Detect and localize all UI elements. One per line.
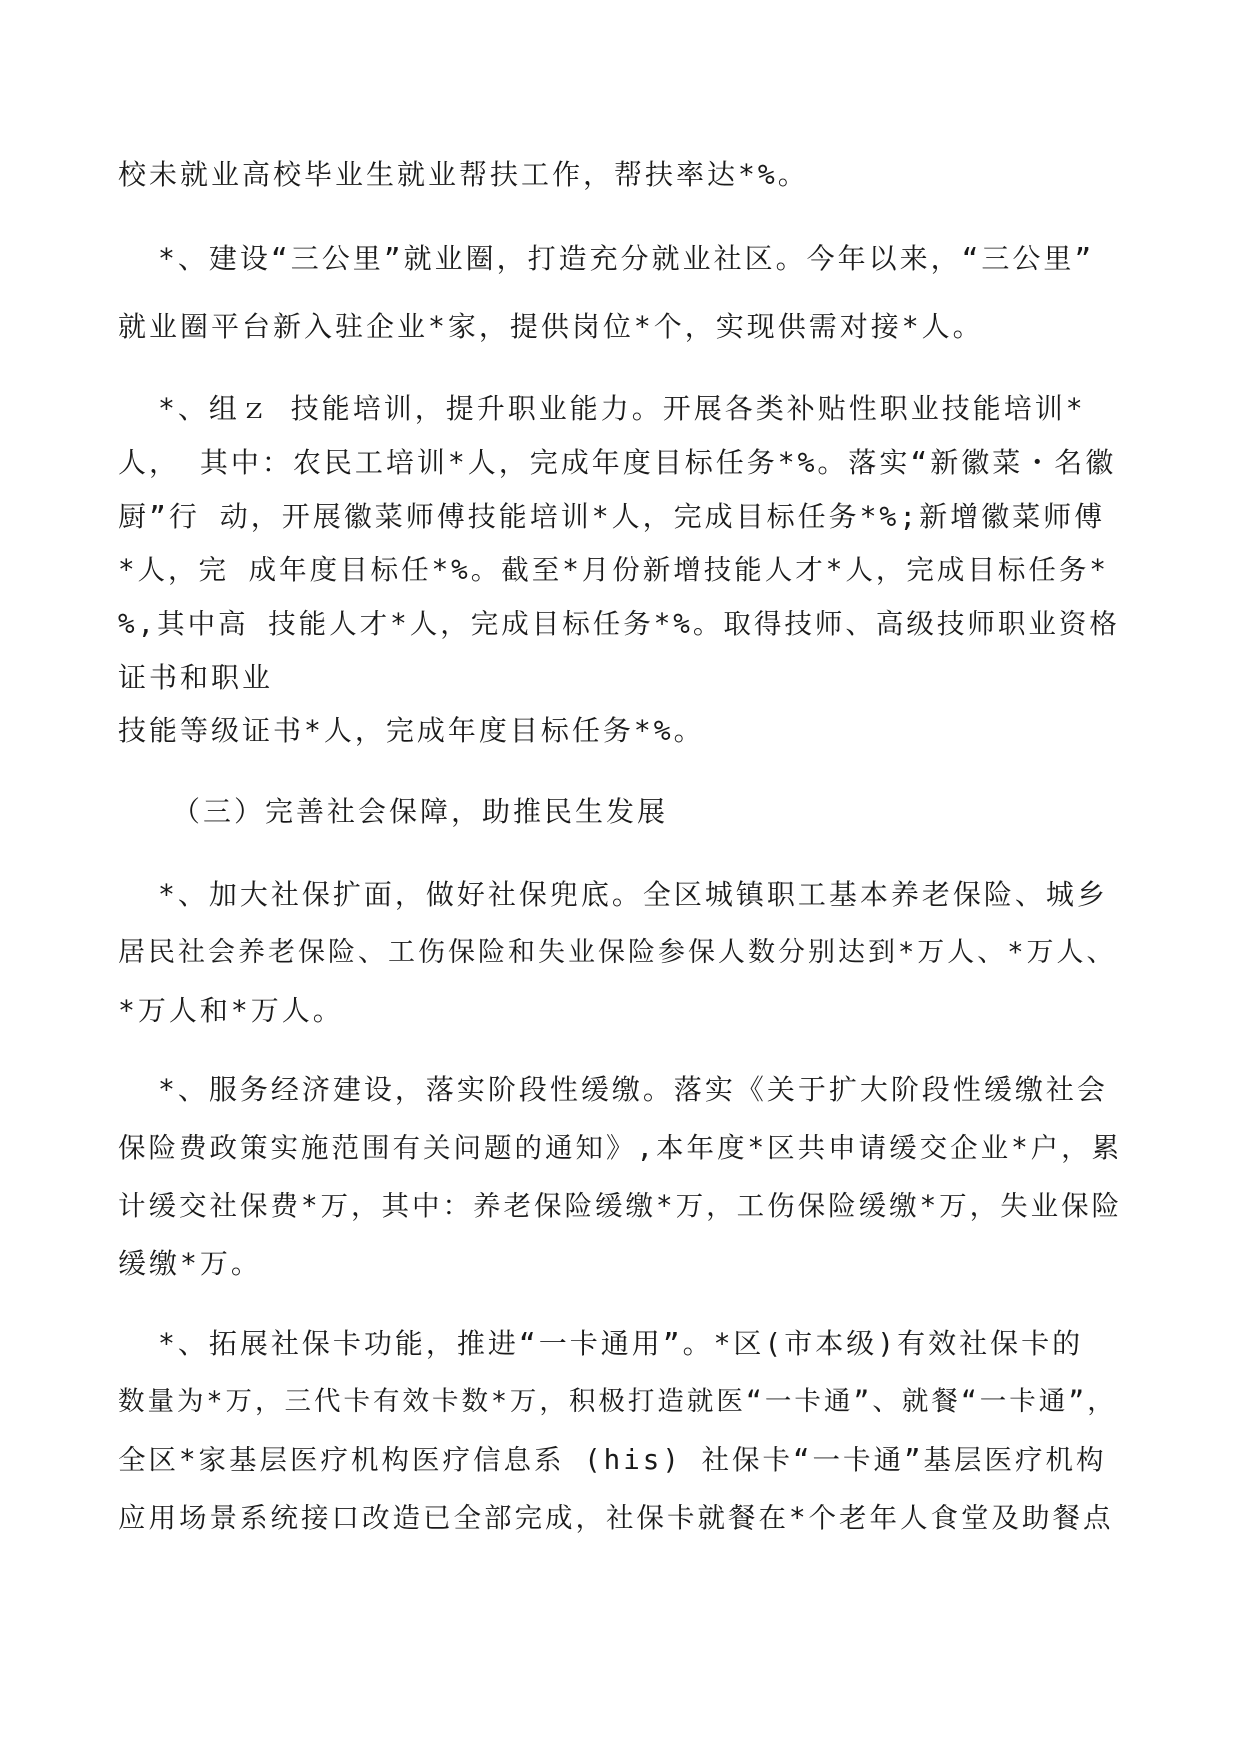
text-line: %,其中高 技能人才*人，完成目标任务*%。取得技师、高级技师职业资格 [118,608,1120,640]
text-line: 保险费政策实施范围有关问题的通知》,本年度*区共申请缓交企业*户，累 [118,1132,1123,1164]
text-line: 数量为*万，三代卡有效卡数*万，积极打造就医“一卡通”、就餐“一卡通”， [118,1386,1117,1417]
text-line: *万人和*万人。 [118,994,344,1027]
text-line: *人，完 成年度目标任*%。截至*月份新增技能人才*人，完成目标任务* [118,554,1109,586]
text-line: 居民社会养老保险、工伤保险和失业保险参保人数分别达到*万人、*万人、 [118,937,1117,968]
text-line: 技能等级证书*人，完成年度目标任务*%。 [118,714,705,747]
text-line: 应用场景系统接口改造已全部完成，社保卡就餐在*个老年人食堂及助餐点 [118,1502,1114,1534]
section-heading: （三）完善社会保障，助推民生发展 [172,795,669,828]
text-line: 人， 其中：农民工培训*人，完成年度目标任务*%。落实“新徽菜・名徽 [118,446,1117,479]
paragraph-line: *、组ｚ 技能培训，提升职业能力。开展各类补贴性职业技能培训* [158,392,1086,425]
paragraph-line: *、服务经济建设，落实阶段性缓缴。落实《关于扩大阶段性缓缴社会 [158,1073,1108,1106]
paragraph-line: *、拓展社保卡功能，推进“一卡通用”。*区(市本级)有效社保卡的 [158,1327,1084,1360]
text-line: 证书和职业 [118,661,274,694]
text-line: 缓缴*万。 [118,1247,262,1280]
paragraph-line: *、建设“三公里”就业圈，打造充分就业社区。今年以来，“三公里” [158,242,1095,275]
text-line: 校未就业高校毕业生就业帮扶工作，帮扶率达*%。 [118,158,809,191]
paragraph-line: *、加大社保扩面，做好社保兜底。全区城镇职工基本养老保险、城乡 [158,878,1108,911]
text-line: 计缓交社保费*万，其中：养老保险缓缴*万，工伤保险缓缴*万，失业保险 [118,1190,1123,1222]
text-line: 厨”行 动，开展徽菜师傅技能培训*人，完成目标任务*%;新增徽菜师傅 [118,500,1106,533]
text-line: 就业圈平台新入驻企业*家，提供岗位*个，实现供需对接*人。 [118,310,984,343]
text-line: 全区*家基层医疗机构医疗信息系 (his) 社保卡“一卡通”基层医疗机构 [118,1444,1107,1476]
